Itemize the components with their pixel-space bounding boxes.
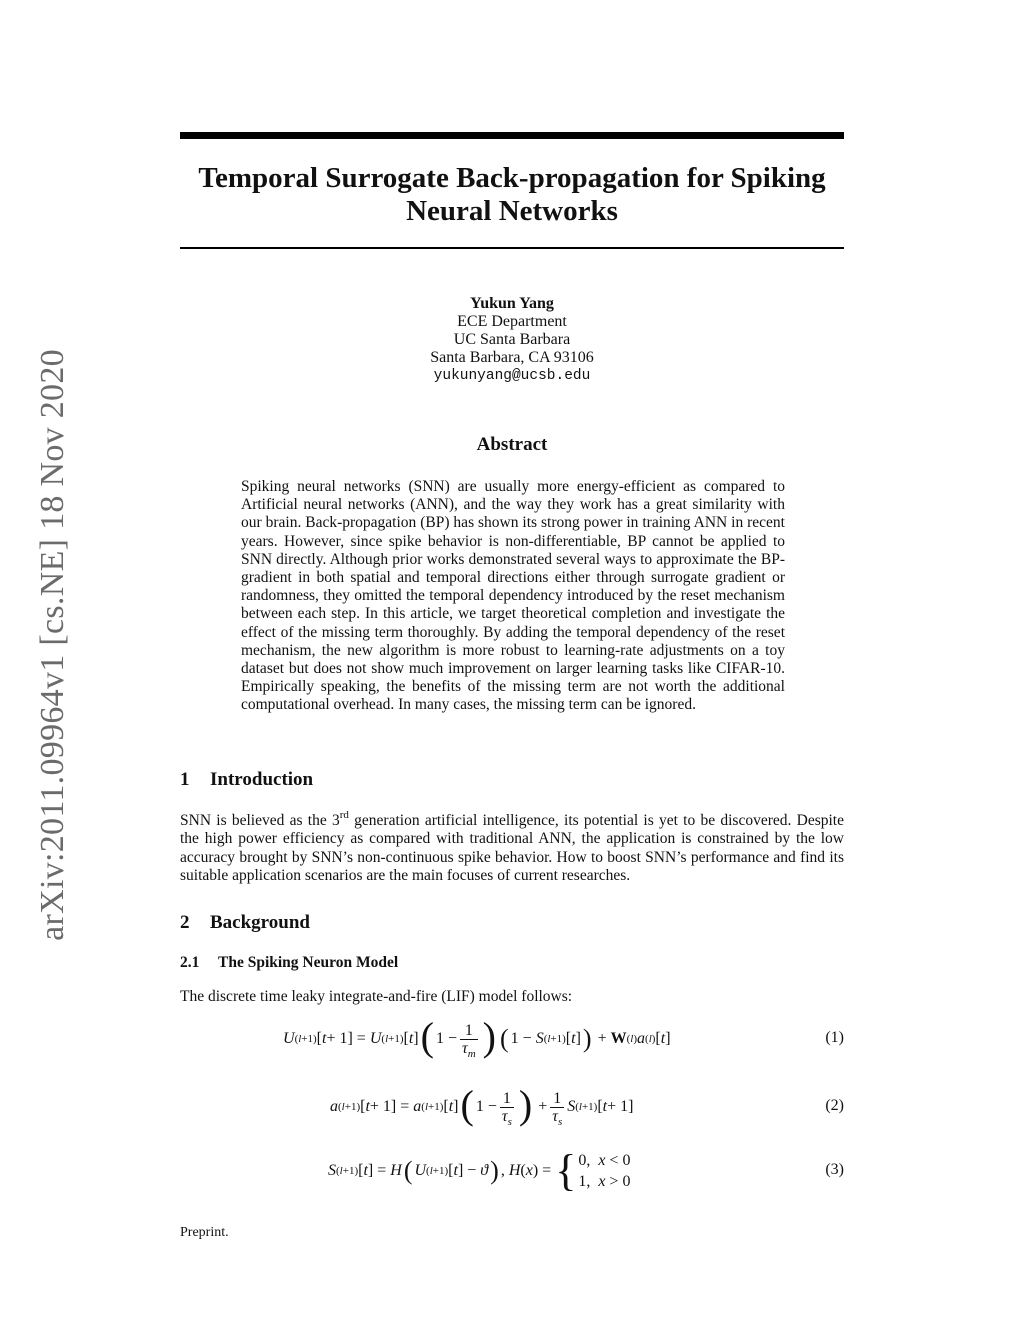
section-number: 2	[180, 912, 190, 933]
equation-3-expression: S (l+1) [ t ] = H ( U (l+1) [ t ] − ϑ ) , H ( x ) = { 0, x < 0 1, x > 0	[328, 1146, 631, 1195]
neuron-model-paragraph: The discrete time leaky integrate-and-fire (LIF) model follows:	[180, 988, 573, 1005]
author-name: Yukun Yang	[470, 295, 554, 312]
equation-3	[180, 1148, 844, 1194]
abstract-heading: Abstract	[476, 434, 548, 455]
subsection-number: 2.1	[180, 954, 200, 971]
title-line-1: Temporal Surrogate Back-propagation for Spiking	[198, 162, 826, 194]
intro-text-rest: generation artificial intelligence, its potential is yet to be discovered. Despite the high power efficiency as compared with traditional ANN, the application is constrained by the low accuracy brought by SNN’s non-continuous spike behavior. How to boost SNN’s performance and find its suitable application scenarios are the main focuses of current researches.	[180, 812, 844, 885]
section-background-heading	[180, 912, 310, 934]
author-email[interactable]: yukunyang@ucsb.edu	[433, 368, 591, 384]
subsection-neuron-model-heading	[180, 954, 398, 972]
subsection-title: The Spiking Neuron Model	[218, 954, 399, 971]
equation-2	[180, 1084, 844, 1130]
arxiv-stamp: arXiv:2011.09964v1 [cs.NE] 18 Nov 2020	[34, 349, 71, 941]
equation-1	[180, 1016, 844, 1062]
paper-title	[180, 162, 844, 228]
title-top-rule	[180, 132, 844, 139]
author-location: Santa Barbara, CA 93106	[430, 349, 594, 366]
section-title: Introduction	[210, 769, 314, 790]
intro-superscript: rd	[339, 809, 349, 821]
abstract-text: Spiking neural networks (SNN) are usually more energy-efficient as compared to Artificial neural networks (ANN), and the way they work has a great similarity with our brain. Back-propagation (BP) has shown its strong power in training ANN in recent years. However, since spike behavior is non-differentiable, BP cannot be applied to SNN directly. Although prior works demonstrated several ways to approximate the BP-gradient in both spatial and temporal directions either through surrogate gradient or randomness, they omitted the temporal dependency introduced by the reset mechanism between each step. In this article, we target theoretical completion and investigate the effect of the missing term thoroughly. By adding the temporal dependency of the reset mechanism, the new algorithm is more robust to learning-rate adjustments on a toy dataset but does not show much improvement on larger learning tasks like CIFAR-10. Empirically speaking, the benefits of the missing term are not worth the additional computational overhead. In many cases, the missing term can be ignored.	[241, 478, 785, 714]
author-block	[180, 295, 844, 385]
section-title: Background	[210, 912, 310, 933]
equation-1-number: (1)	[825, 1029, 844, 1046]
author-institution: UC Santa Barbara	[453, 331, 571, 348]
title-line-2: Neural Networks	[406, 195, 618, 227]
equation-1-expression: U (l+1) [ t + 1] = U (l+1) [ t ] ( 1 − $\frac{1}{\tau_m}$ ) ( 1 − S (l+1) [ t ] ) + W (l) a (l) [ t ]	[283, 1014, 671, 1060]
section-number: 1	[180, 769, 190, 790]
footer-preprint: Preprint.	[180, 1225, 229, 1240]
title-bottom-rule	[180, 247, 844, 249]
equation-2-expression: a (l+1) [ t + 1] = a (l+1) [ t ] ( 1 − $\frac{1}{\tau_s}$ ) + $\frac{1}{\tau_s}$ S (l+1) [ t + 1]	[330, 1082, 634, 1128]
intro-text-start: SNN is believed as the 3	[180, 812, 340, 829]
equation-2-number: (2)	[825, 1097, 844, 1114]
section-introduction-heading	[180, 769, 313, 791]
equation-3-number: (3)	[825, 1161, 844, 1178]
introduction-paragraph	[180, 809, 844, 886]
author-department: ECE Department	[457, 313, 567, 330]
